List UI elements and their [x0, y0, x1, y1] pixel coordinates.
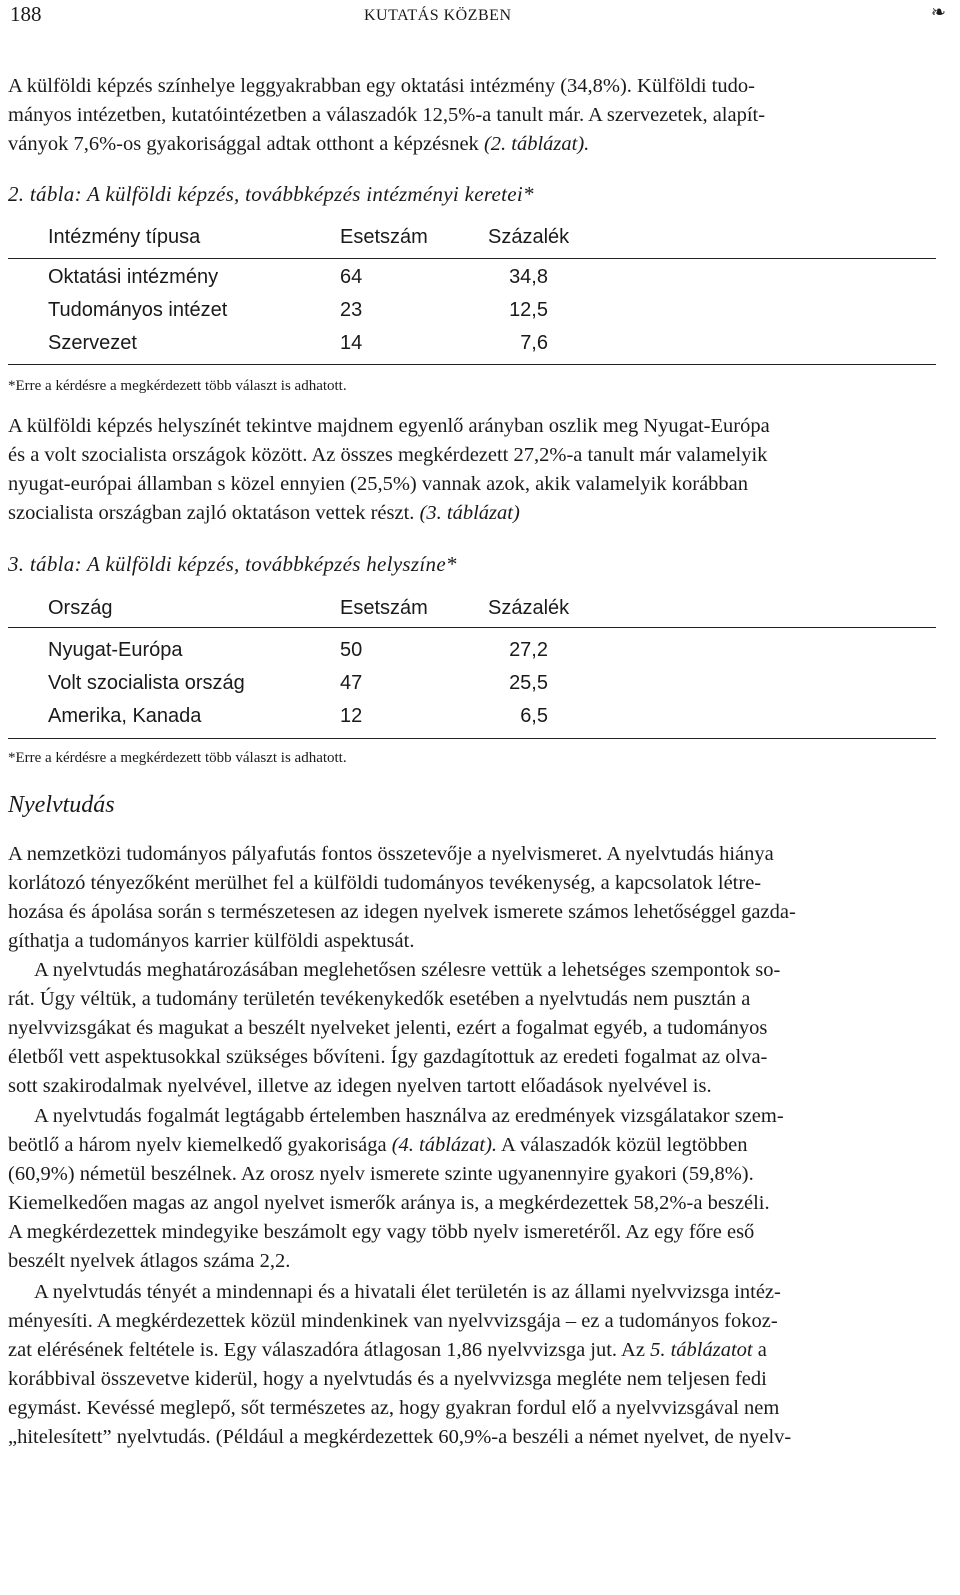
table-cell: 27,2 — [509, 639, 548, 661]
text-line: életből vett aspektusokkal szükséges bővíteni. Így gazdagítottuk az eredeti fogalmat az olva- — [8, 1046, 768, 1068]
table-reference: (2. táblázat). — [483, 133, 590, 155]
table-2 — [8, 226, 936, 366]
text-line: zat elérésének feltétele is. Egy válaszadóra átlagosan 1,86 nyelvvizsga jut. Az 5. táblázatot a — [8, 1339, 767, 1361]
text-line: korlátozó tényezőként merülhet fel a külföldi tudományos tevékenység, a kapcsolatok létre- — [8, 872, 762, 894]
text-line: ványok 7,6%-os gyakorisággal adtak otthont a képzésnek (2. táblázat). — [8, 133, 590, 155]
text-line: A megkérdezettek mindegyike beszámolt egy vagy több nyelv ismeretéről. Az egy főre eső — [8, 1221, 755, 1243]
section-heading: Nyelvtudás — [8, 792, 115, 818]
table-rule — [8, 738, 936, 739]
column-header: Esetszám — [340, 226, 428, 248]
text-line: A külföldi képzés színhelye leggyakrabban egy oktatási intézmény (34,8%). Külföldi tudo- — [8, 75, 755, 97]
table-row — [8, 639, 936, 665]
text-line: mányos intézetben, kutatóintézetben a válaszadók 12,5%-a tanult már. A szervezetek, alapít- — [8, 104, 766, 126]
text-line: sott szakirodalmak nyelvével, illetve az idegen nyelven tartott előadások nyelvével is. — [8, 1075, 712, 1097]
text-line: A külföldi képzés helyszínét tekintve majdnem egyenlő arányban oszlik meg Nyugat-Európa — [8, 415, 770, 437]
paragraph-intro — [8, 72, 932, 159]
text-line: korábbival összevetve kiderül, hogy a nyelvtudás és a nyelvvizsga megléte nem teljesen fedi — [8, 1368, 767, 1390]
paragraph-language-3 — [8, 1102, 932, 1276]
text-line: hozása és ápolása során s természetesen az idegen nyelvek ismerete számos lehetőséggel gazda- — [8, 901, 796, 923]
text-line: szocialista országban zajló oktatáson vettek részt. (3. táblázat) — [8, 502, 520, 524]
text-line: rát. Úgy véltük, a tudomány területén tevékenykedők esetében a nyelvtudás nem pusztán a — [8, 988, 751, 1010]
table-cell: 12,5 — [509, 299, 548, 321]
text-line: és a volt szocialista országok között. Az összes megkérdezett 27,2%-a tanult már valamelyik — [8, 444, 768, 466]
table-row — [8, 705, 936, 731]
table-3-footnote: *Erre a kérdésre a megkérdezett több választ is adhatott. — [8, 750, 347, 766]
paragraph-language-1 — [8, 840, 932, 956]
table-2-footnote: *Erre a kérdésre a megkérdezett több választ is adhatott. — [8, 378, 347, 394]
paragraph-language-4 — [8, 1278, 932, 1452]
paragraph-location — [8, 412, 932, 528]
text-line: Kiemelkedően magas az angol nyelvet ismerők aránya is, a megkérdezettek 58,2%-a beszéli. — [8, 1192, 770, 1214]
column-header: Intézmény típusa — [48, 226, 201, 248]
text-line: ményesíti. A megkérdezettek közül mindenkinek van nyelvvizsgája – ez a tudományos fokoz- — [8, 1310, 778, 1332]
table-cell: 23 — [340, 299, 363, 321]
table-cell: 6,5 — [520, 705, 548, 727]
text-line: beötlő a három nyelv kiemelkedő gyakorisága (4. táblázat). A válaszadók közül legtöbben — [8, 1134, 748, 1156]
column-header: Százalék — [488, 597, 570, 619]
text-line: egymást. Kevéssé meglepő, sőt természetes az, hogy gyakran fordul elő a nyelvvizsgával nem — [8, 1397, 780, 1419]
table-3-caption: 3. tábla: A külföldi képzés, továbbképzés helyszíne* — [8, 552, 457, 576]
table-reference: (3. táblázat) — [419, 502, 520, 524]
table-cell: 50 — [340, 639, 363, 661]
ornament-icon: ❧ — [930, 2, 946, 22]
text-line: A nyelvtudás meghatározásában meglehetősen szélesre vettük a lehetséges szempontok so- — [34, 959, 781, 981]
text-line: gíthatja a tudományos karrier külföldi aspektusát. — [8, 930, 415, 952]
paragraph-language-2 — [8, 956, 932, 1101]
table-cell: 64 — [340, 266, 363, 288]
table-rule — [8, 258, 936, 259]
table-cell: 14 — [340, 332, 363, 354]
text-line: beszélt nyelvek átlagos száma 2,2. — [8, 1250, 291, 1272]
text-line: A nemzetközi tudományos pályafutás fontos összetevője a nyelvismeret. A nyelvtudás hiánya — [8, 843, 774, 865]
table-row — [8, 299, 936, 325]
table-cell: 12 — [340, 705, 363, 727]
table-cell: 47 — [340, 672, 363, 694]
text-line: nyugat-európai államban s közel ennyien (25,5%) vannak azok, akik valamelyik korábban — [8, 473, 749, 495]
column-header: Százalék — [488, 226, 570, 248]
table-cell: Szervezet — [48, 332, 137, 354]
table-rule — [8, 627, 936, 628]
table-cell: Amerika, Kanada — [48, 705, 202, 727]
table-header-row — [8, 597, 936, 623]
table-3 — [8, 597, 936, 737]
text-line: „hitelesített” nyelvtudás. (Például a megkérdezettek 60,9%-a beszéli a német nyelvet, de nyelv- — [8, 1426, 792, 1448]
table-header-row — [8, 226, 936, 252]
table-cell: Tudományos intézet — [48, 299, 228, 321]
table-cell: 7,6 — [520, 332, 548, 354]
table-cell: Volt szocialista ország — [48, 672, 245, 694]
table-2-caption: 2. tábla: A külföldi képzés, továbbképzés intézményi keretei* — [8, 182, 534, 206]
table-reference: (4. táblázat). — [391, 1134, 498, 1156]
table-reference: 5. táblázatot — [650, 1339, 753, 1361]
table-rule — [8, 364, 936, 365]
table-cell: 25,5 — [509, 672, 548, 694]
table-row — [8, 332, 936, 358]
table-row — [8, 266, 936, 292]
text-line: A nyelvtudás fogalmát legtágabb értelemben használva az eredmények vizsgálatakor szem- — [34, 1105, 784, 1127]
column-header: Ország — [48, 597, 113, 619]
text-line: nyelvvizsgákat és magukat a beszélt nyelveket jelenti, ezért a fogalmat egyéb, a tudományos — [8, 1017, 768, 1039]
table-cell: Oktatási intézmény — [48, 266, 219, 288]
table-cell: Nyugat-Európa — [48, 639, 183, 661]
page-header — [4, 2, 946, 32]
running-title: KUTATÁS KÖZBEN — [364, 7, 512, 24]
table-cell: 34,8 — [509, 266, 548, 288]
text-line: (60,9%) németül beszélnek. Az orosz nyelv ismerete szinte ugyanennyire gyakori (59,8%). — [8, 1163, 754, 1185]
table-row — [8, 672, 936, 698]
page-number: 188 — [10, 2, 42, 26]
text-line: A nyelvtudás tényét a mindennapi és a hivatali élet területén is az állami nyelvvizsga intéz- — [34, 1281, 781, 1303]
column-header: Esetszám — [340, 597, 428, 619]
